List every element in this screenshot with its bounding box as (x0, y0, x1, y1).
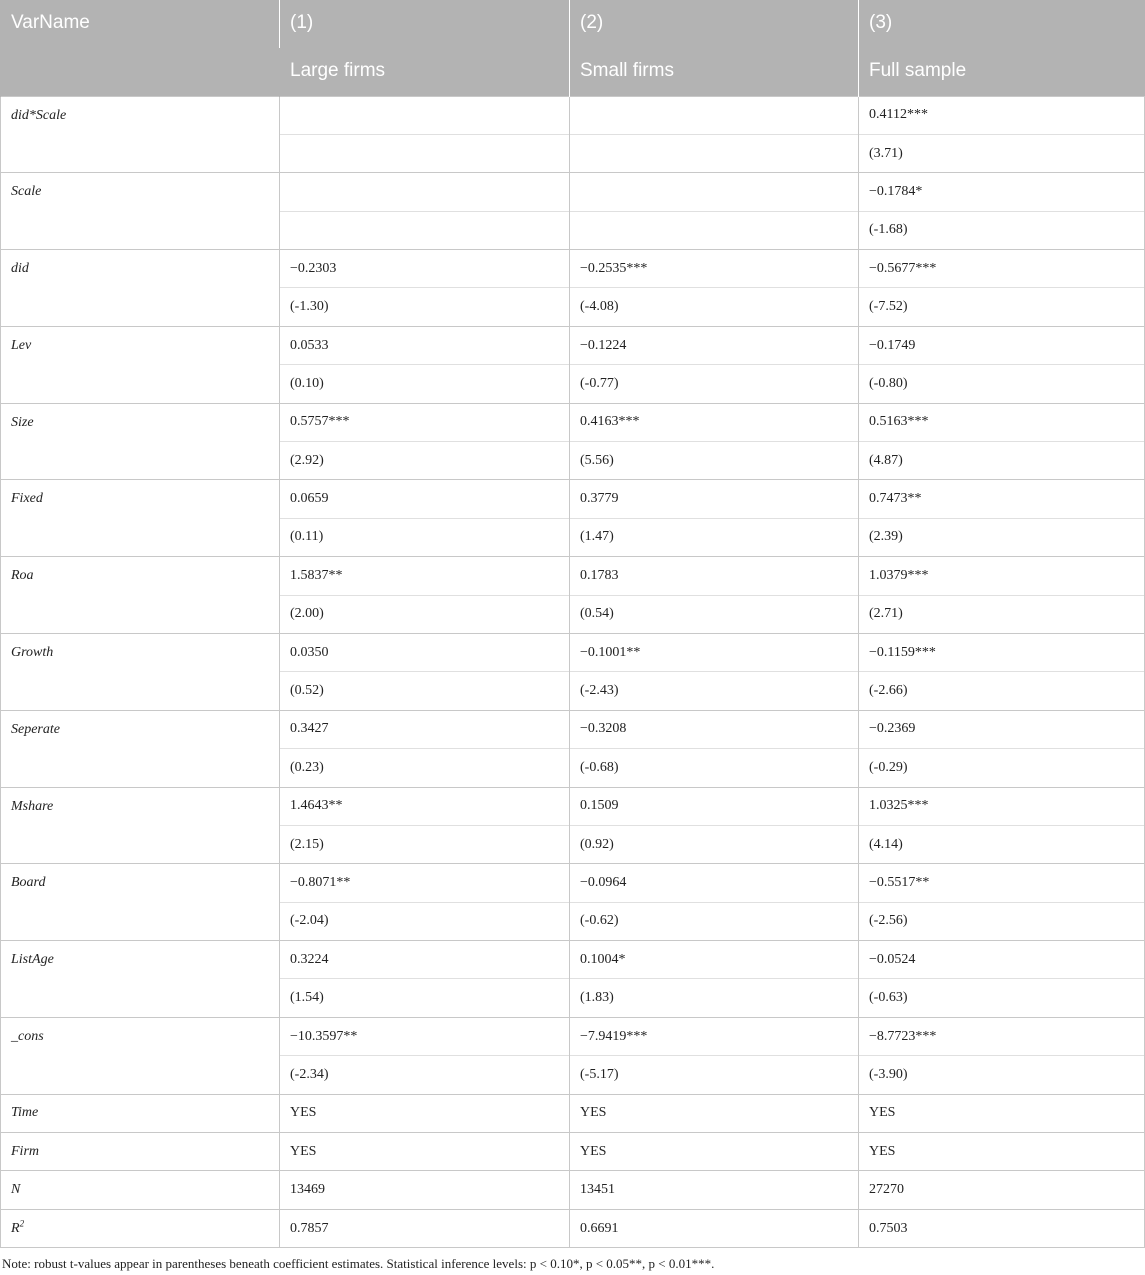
value-cell: YES (859, 1133, 1145, 1171)
t-value-cell: (-0.63) (859, 979, 1145, 1017)
value-cell: 0.7503 (859, 1209, 1145, 1247)
t-value-cell: (-4.08) (570, 288, 859, 326)
t-value-cell: (0.52) (280, 672, 570, 710)
t-value-cell: (0.10) (280, 365, 570, 403)
coefficient-cell: −0.1749 (859, 326, 1145, 364)
coefficient-cell: 0.3224 (280, 941, 570, 979)
coefficient-cell: 0.5757*** (280, 403, 570, 441)
value-cell: YES (859, 1094, 1145, 1132)
coefficient-cell: −8.7723*** (859, 1017, 1145, 1055)
table-row (1, 403, 1145, 441)
value-cell: YES (280, 1094, 570, 1132)
variable-name: _cons (1, 1017, 280, 1094)
variable-name (1, 1133, 280, 1171)
t-value-cell: (-0.62) (570, 902, 859, 940)
coefficient-cell: 0.5163*** (859, 403, 1145, 441)
coefficient-cell: −0.2369 (859, 710, 1145, 748)
coefficient-cell: 0.4163*** (570, 403, 859, 441)
t-value-cell: (-1.68) (859, 211, 1145, 249)
variable-name-text: Time (11, 1105, 39, 1121)
table-row (1, 1133, 1145, 1171)
t-value-cell (280, 211, 570, 249)
variable-name (1, 1209, 280, 1247)
t-value-cell (280, 134, 570, 172)
table-note: Note: robust t-values appear in parentheses beneath coefficient estimates. Statistical inference levels: p < 0.10*, p < 0.05**, p < 0.01***. (2, 1256, 715, 1271)
table-row (1, 787, 1145, 825)
t-value-cell: (-0.68) (570, 749, 859, 787)
variable-name: Size (1, 403, 280, 480)
t-value-cell: (-0.77) (570, 365, 859, 403)
t-value-cell: (1.83) (570, 979, 859, 1017)
coefficient-cell (570, 173, 859, 211)
table-row (1, 96, 1145, 134)
table-row (1, 1017, 1145, 1055)
variable-name-text: Firm (11, 1143, 39, 1159)
t-value-cell: (2.39) (859, 518, 1145, 556)
t-value-cell: (-2.56) (859, 902, 1145, 940)
coefficient-cell: −0.2303 (280, 250, 570, 288)
t-value-cell: (0.54) (570, 595, 859, 633)
table-row (1, 864, 1145, 902)
table-row (1, 633, 1145, 671)
variable-name: ListAge (1, 941, 280, 1018)
coefficient-cell (570, 96, 859, 134)
t-value-cell: (1.47) (570, 518, 859, 556)
coefficient-cell: 0.0659 (280, 480, 570, 518)
t-value-cell: (5.56) (570, 442, 859, 480)
coefficient-cell (280, 96, 570, 134)
t-value-cell: (-0.80) (859, 365, 1145, 403)
t-value-cell (570, 134, 859, 172)
variable-name (1, 1094, 280, 1132)
coefficient-cell: −0.0524 (859, 941, 1145, 979)
table-row (1, 326, 1145, 364)
variable-name: Fixed (1, 480, 280, 557)
coefficient-cell: −0.3208 (570, 710, 859, 748)
variable-name: Lev (1, 326, 280, 403)
variable-name: Roa (1, 557, 280, 634)
t-value-cell: (2.00) (280, 595, 570, 633)
header-col2-label: Small firms (570, 48, 859, 96)
t-value-cell: (-1.30) (280, 288, 570, 326)
value-cell: 0.7857 (280, 1209, 570, 1247)
t-value-cell: (-2.43) (570, 672, 859, 710)
coefficient-cell: −10.3597** (280, 1017, 570, 1055)
variable-name-text: N (11, 1182, 21, 1198)
table-header (1, 0, 1145, 96)
value-cell: 0.6691 (570, 1209, 859, 1247)
variable-name: Growth (1, 633, 280, 710)
t-value-cell: (1.54) (280, 979, 570, 1017)
coefficient-cell: 1.0325*** (859, 787, 1145, 825)
value-cell: YES (570, 1094, 859, 1132)
t-value-cell: (-2.34) (280, 1056, 570, 1094)
header-col1-label: Large firms (280, 48, 570, 96)
t-value-cell: (-2.04) (280, 902, 570, 940)
t-value-cell: (4.14) (859, 825, 1145, 863)
value-cell: 13451 (570, 1171, 859, 1209)
variable-name: did (1, 250, 280, 327)
t-value-cell: (3.71) (859, 134, 1145, 172)
coefficient-cell: −0.1159*** (859, 633, 1145, 671)
table-row (1, 557, 1145, 595)
value-cell: YES (570, 1133, 859, 1171)
variable-name: Mshare (1, 787, 280, 864)
t-value-cell: (2.71) (859, 595, 1145, 633)
coefficient-cell: −0.1784* (859, 173, 1145, 211)
table-row (1, 710, 1145, 748)
coefficient-cell: 0.3427 (280, 710, 570, 748)
variable-name-text: R (11, 1220, 20, 1236)
value-cell: 27270 (859, 1171, 1145, 1209)
table-row (1, 173, 1145, 211)
coefficient-cell: 0.0350 (280, 633, 570, 671)
variable-name: Seperate (1, 710, 280, 787)
t-value-cell: (4.87) (859, 442, 1145, 480)
header-varname: VarName (1, 0, 280, 96)
table-body (1, 96, 1145, 1248)
header-col1-number: (1) (280, 0, 570, 48)
coefficient-cell: 1.5837** (280, 557, 570, 595)
t-value-cell: (-3.90) (859, 1056, 1145, 1094)
coefficient-cell: −0.1224 (570, 326, 859, 364)
header-col3-number: (3) (859, 0, 1145, 48)
t-value-cell: (2.92) (280, 442, 570, 480)
value-cell: YES (280, 1133, 570, 1171)
t-value-cell: (2.15) (280, 825, 570, 863)
coefficient-cell (280, 173, 570, 211)
variable-name (1, 1171, 280, 1209)
coefficient-cell: 0.0533 (280, 326, 570, 364)
t-value-cell: (0.11) (280, 518, 570, 556)
table-row (1, 1171, 1145, 1209)
table-row (1, 1209, 1145, 1247)
value-cell: 13469 (280, 1171, 570, 1209)
coefficient-cell: −0.2535*** (570, 250, 859, 288)
coefficient-cell: −0.0964 (570, 864, 859, 902)
table-row (1, 480, 1145, 518)
table-row (1, 1094, 1145, 1132)
header-col3-label: Full sample (859, 48, 1145, 96)
coefficient-cell: 0.1509 (570, 787, 859, 825)
t-value-cell: (-5.17) (570, 1056, 859, 1094)
t-value-cell: (-7.52) (859, 288, 1145, 326)
variable-name: did*Scale (1, 96, 280, 173)
coefficient-cell: 0.7473** (859, 480, 1145, 518)
coefficient-cell: 0.1783 (570, 557, 859, 595)
table-row (1, 941, 1145, 979)
superscript: 2 (19, 1217, 25, 1228)
coefficient-cell: 0.4112*** (859, 96, 1145, 134)
coefficient-cell: −0.1001** (570, 633, 859, 671)
table-row (1, 250, 1145, 288)
coefficient-cell: −7.9419*** (570, 1017, 859, 1055)
coefficient-cell: 1.0379*** (859, 557, 1145, 595)
t-value-cell: (0.92) (570, 825, 859, 863)
t-value-cell: (0.23) (280, 749, 570, 787)
coefficient-cell: −0.8071** (280, 864, 570, 902)
variable-name: Scale (1, 173, 280, 250)
coefficient-cell: 1.4643** (280, 787, 570, 825)
t-value-cell: (-2.66) (859, 672, 1145, 710)
coefficient-cell: −0.5517** (859, 864, 1145, 902)
t-value-cell: (-0.29) (859, 749, 1145, 787)
coefficient-cell: −0.5677*** (859, 250, 1145, 288)
coefficient-cell: 0.3779 (570, 480, 859, 518)
t-value-cell (570, 211, 859, 249)
coefficient-cell: 0.1004* (570, 941, 859, 979)
header-col2-number: (2) (570, 0, 859, 48)
variable-name: Board (1, 864, 280, 941)
